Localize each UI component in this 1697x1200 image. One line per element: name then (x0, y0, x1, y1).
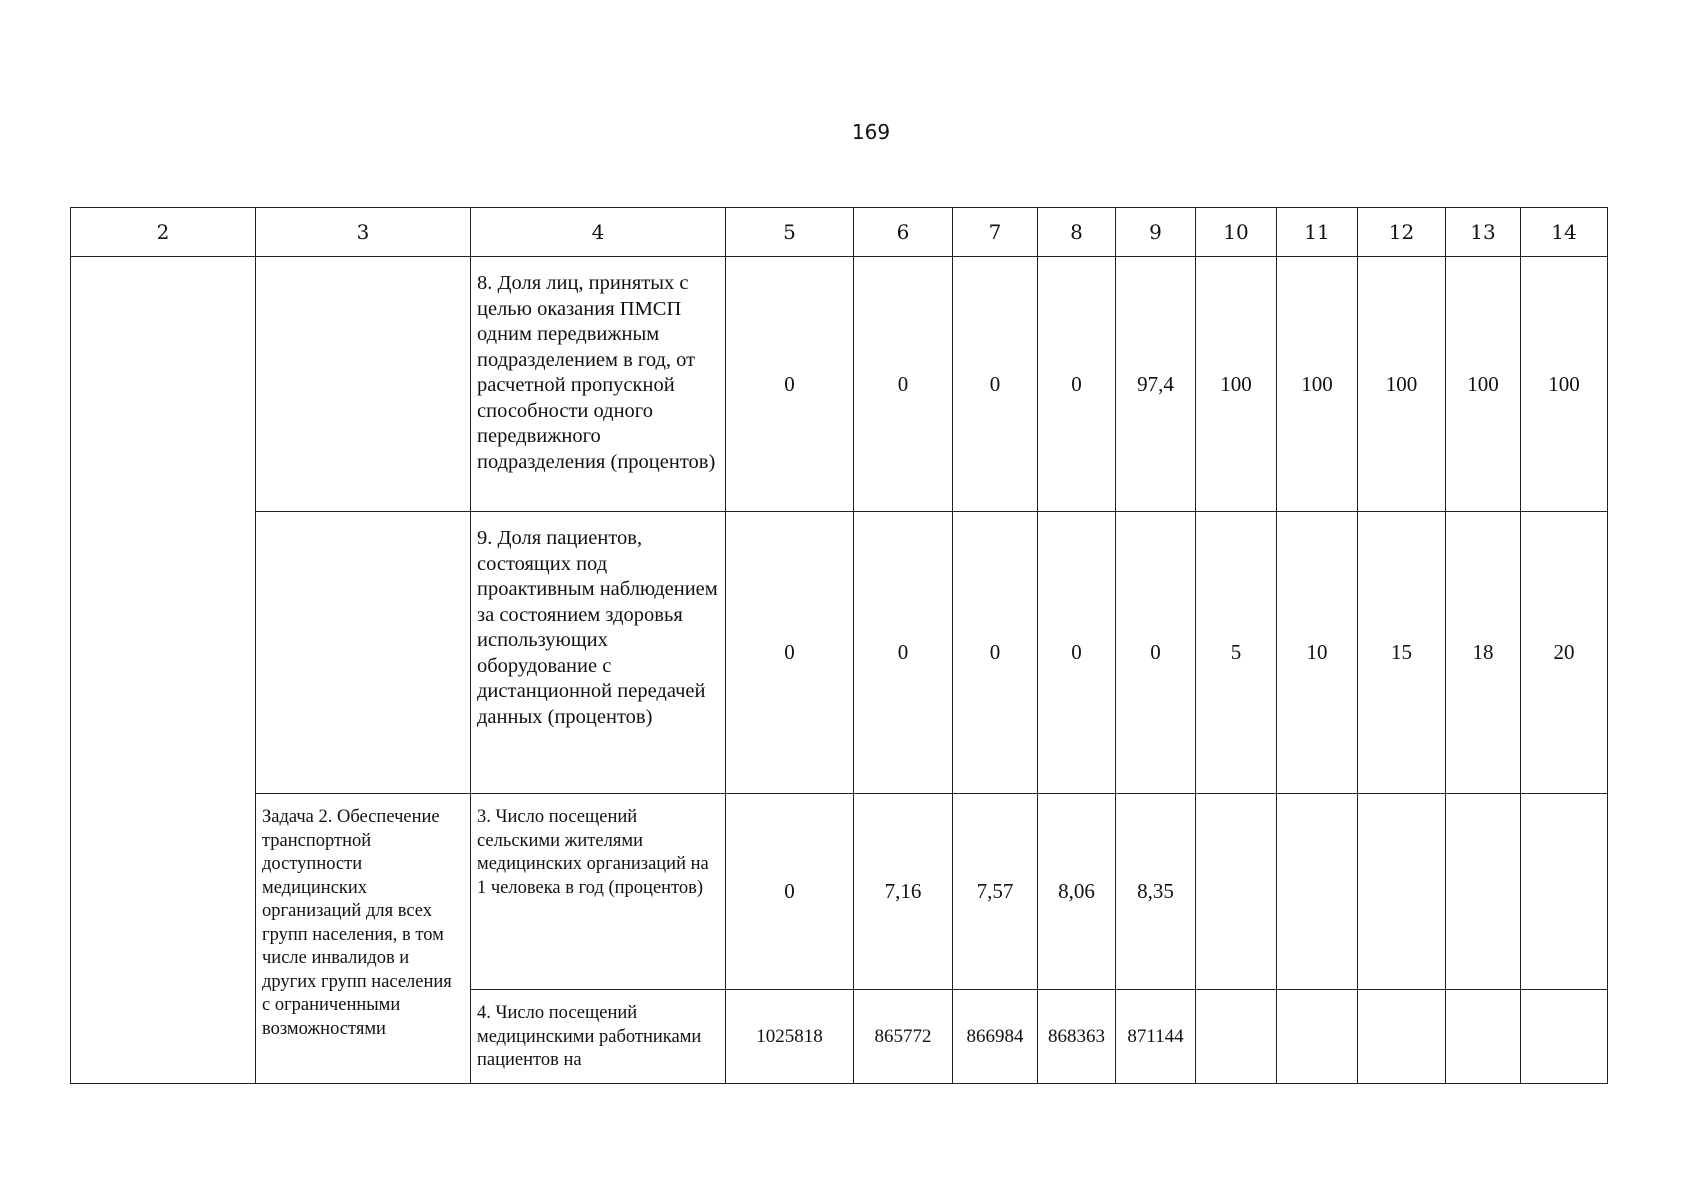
value-cell: 0 (1038, 512, 1116, 794)
column-header: 12 (1358, 208, 1446, 257)
value-cell: 0 (953, 257, 1038, 512)
value-cell: 0 (1116, 512, 1196, 794)
indicator-cell: 8. Доля лиц, принятых с целью оказания ПМСП одним передвижным подразделением в год, от расчетной пропускной способности одного передвижного подразделения (процентов) (471, 257, 726, 512)
col3-cell (256, 257, 471, 512)
table-row (71, 512, 1608, 794)
value-cell: 97,4 (1116, 257, 1196, 512)
value-cell: 100 (1277, 257, 1358, 512)
table-row (71, 794, 1608, 990)
value-cell: 0 (1038, 257, 1116, 512)
value-cell (1446, 794, 1521, 990)
value-cell: 10 (1277, 512, 1358, 794)
value-cell: 5 (1196, 512, 1277, 794)
column-header: 9 (1116, 208, 1196, 257)
page-number: 169 (851, 120, 891, 144)
value-cell (1358, 990, 1446, 1084)
value-cell (1446, 990, 1521, 1084)
column-header: 11 (1277, 208, 1358, 257)
value-cell (1196, 990, 1277, 1084)
column-header: 8 (1038, 208, 1116, 257)
value-cell: 100 (1358, 257, 1446, 512)
value-cell (1521, 794, 1608, 990)
column-header: 4 (471, 208, 726, 257)
value-cell: 0 (854, 257, 953, 512)
indicator-cell: 9. Доля пациентов, состоящих под проактивным наблюдением за состоянием здоровья использующих оборудование с дистанционной передачей данных (процентов) (471, 512, 726, 794)
column-header: 10 (1196, 208, 1277, 257)
table-row (71, 257, 1608, 512)
value-cell: 20 (1521, 512, 1608, 794)
value-cell (1521, 990, 1608, 1084)
value-cell: 866984 (953, 990, 1038, 1084)
value-cell: 0 (953, 512, 1038, 794)
header-row (71, 208, 1608, 257)
col2-empty-cell (71, 257, 256, 1084)
value-cell: 7,57 (953, 794, 1038, 990)
value-cell: 8,35 (1116, 794, 1196, 990)
value-cell: 8,06 (1038, 794, 1116, 990)
value-cell: 100 (1521, 257, 1608, 512)
column-header: 2 (71, 208, 256, 257)
value-cell (1358, 794, 1446, 990)
indicator-cell: 4. Число посещений медицинскими работниками пациентов на (471, 990, 726, 1084)
column-header: 7 (953, 208, 1038, 257)
value-cell (1277, 990, 1358, 1084)
value-cell: 0 (726, 512, 854, 794)
value-cell: 100 (1196, 257, 1277, 512)
column-header: 6 (854, 208, 953, 257)
task-cell: Задача 2. Обеспечение транспортной доступности медицинских организаций для всех групп населения, в том числе инвалидов и других групп населения с ограниченными возможностями (256, 794, 471, 1084)
value-cell: 0 (726, 794, 854, 990)
value-cell: 18 (1446, 512, 1521, 794)
column-header: 5 (726, 208, 854, 257)
value-cell: 871144 (1116, 990, 1196, 1084)
column-header: 13 (1446, 208, 1521, 257)
value-cell (1277, 794, 1358, 990)
value-cell: 7,16 (854, 794, 953, 990)
value-cell: 15 (1358, 512, 1446, 794)
value-cell (1196, 794, 1277, 990)
value-cell: 0 (726, 257, 854, 512)
col3-cell (256, 512, 471, 794)
value-cell: 100 (1446, 257, 1521, 512)
value-cell: 1025818 (726, 990, 854, 1084)
indicators-table (70, 207, 1608, 1084)
column-header: 14 (1521, 208, 1608, 257)
value-cell: 868363 (1038, 990, 1116, 1084)
column-header: 3 (256, 208, 471, 257)
value-cell: 0 (854, 512, 953, 794)
value-cell: 865772 (854, 990, 953, 1084)
indicator-cell: 3. Число посещений сельскими жителями медицинских организаций на 1 человека в год (процентов) (471, 794, 726, 990)
